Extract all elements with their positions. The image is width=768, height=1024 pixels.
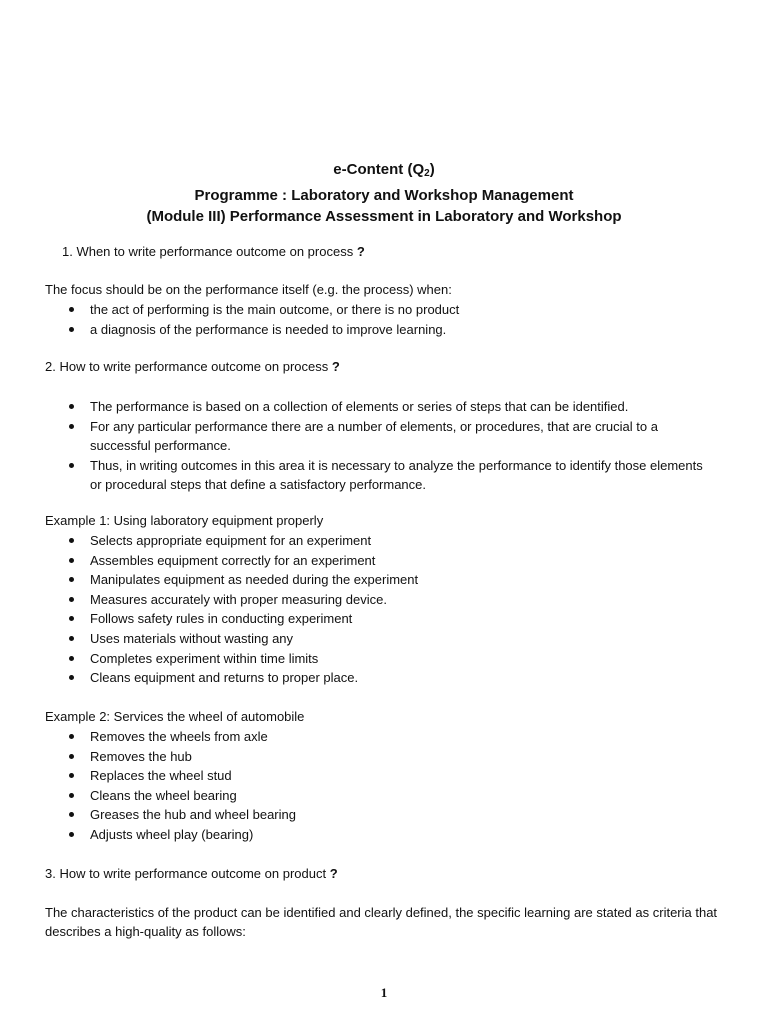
module-title: (Module III) Performance Assessment in Laboratory and Workshop [146, 208, 622, 225]
section3-heading [45, 865, 338, 883]
section3-heading-mark: ? [329, 866, 338, 881]
list-item: the act of performing is the main outcome, or there is no product [45, 300, 459, 320]
list-item: Measures accurately with proper measuring device. [45, 590, 418, 610]
list-item: Adjusts wheel play (bearing) [45, 825, 296, 845]
list-item: Removes the wheels from axle [45, 727, 296, 747]
list-item: Completes experiment within time limits [45, 649, 418, 669]
document-title [0, 159, 768, 185]
section1-heading-text: 1. When to write performance outcome on process [62, 244, 354, 259]
list-item: Removes the hub [45, 747, 296, 767]
list-item: Cleans equipment and returns to proper place. [45, 668, 418, 688]
list-item: Uses materials without wasting any [45, 629, 418, 649]
list-item: Greases the hub and wheel bearing [45, 805, 296, 825]
list-item: Thus, in writing outcomes in this area it is necessary to analyze the performance to identify those elements or procedural steps that define a satisfactory performance. [45, 456, 710, 495]
section2-heading-mark: ? [331, 359, 340, 374]
list-item: For any particular performance there are a number of elements, or procedures, that are crucial to a successful performance. [45, 417, 710, 456]
list-item: Manipulates equipment as needed during the experiment [45, 570, 418, 590]
list-item: The performance is based on a collection of elements or series of steps that can be identified. [45, 397, 710, 417]
list-item: Follows safety rules in conducting experiment [45, 609, 418, 629]
section1-heading-mark: ? [356, 244, 365, 259]
title-suffix: ) [429, 161, 435, 178]
list-item: Replaces the wheel stud [45, 766, 296, 786]
section2-bullet-list [45, 397, 710, 495]
example1-bullet-list [45, 531, 418, 688]
example2-heading: Example 2: Services the wheel of automobile [45, 709, 305, 724]
section2-heading-text: 2. How to write performance outcome on process [45, 359, 329, 374]
section3-paragraph: The characteristics of the product can be identified and clearly defined, the specific learning are stated as criteria that describes a high-quality as follows: [45, 905, 718, 939]
section2-heading [45, 358, 340, 376]
section1-heading [62, 243, 365, 261]
list-item: a diagnosis of the performance is needed to improve learning. [45, 320, 459, 340]
page-number: 1 [380, 985, 388, 1000]
title-prefix: e-Content (Q [333, 161, 425, 178]
title-subscript: 2 [424, 168, 430, 179]
list-item: Assembles equipment correctly for an experiment [45, 551, 418, 571]
list-item: Cleans the wheel bearing [45, 786, 296, 806]
example1-heading: Example 1: Using laboratory equipment properly [45, 513, 324, 528]
title-block [0, 159, 768, 228]
section1-intro: The focus should be on the performance itself (e.g. the process) when: [45, 282, 452, 297]
list-item: Selects appropriate equipment for an experiment [45, 531, 418, 551]
example2-bullet-list [45, 727, 296, 845]
section3-heading-text: 3. How to write performance outcome on product [45, 866, 327, 881]
section1-bullet-list [45, 300, 459, 339]
programme-title: Programme : Laboratory and Workshop Management [194, 186, 574, 204]
